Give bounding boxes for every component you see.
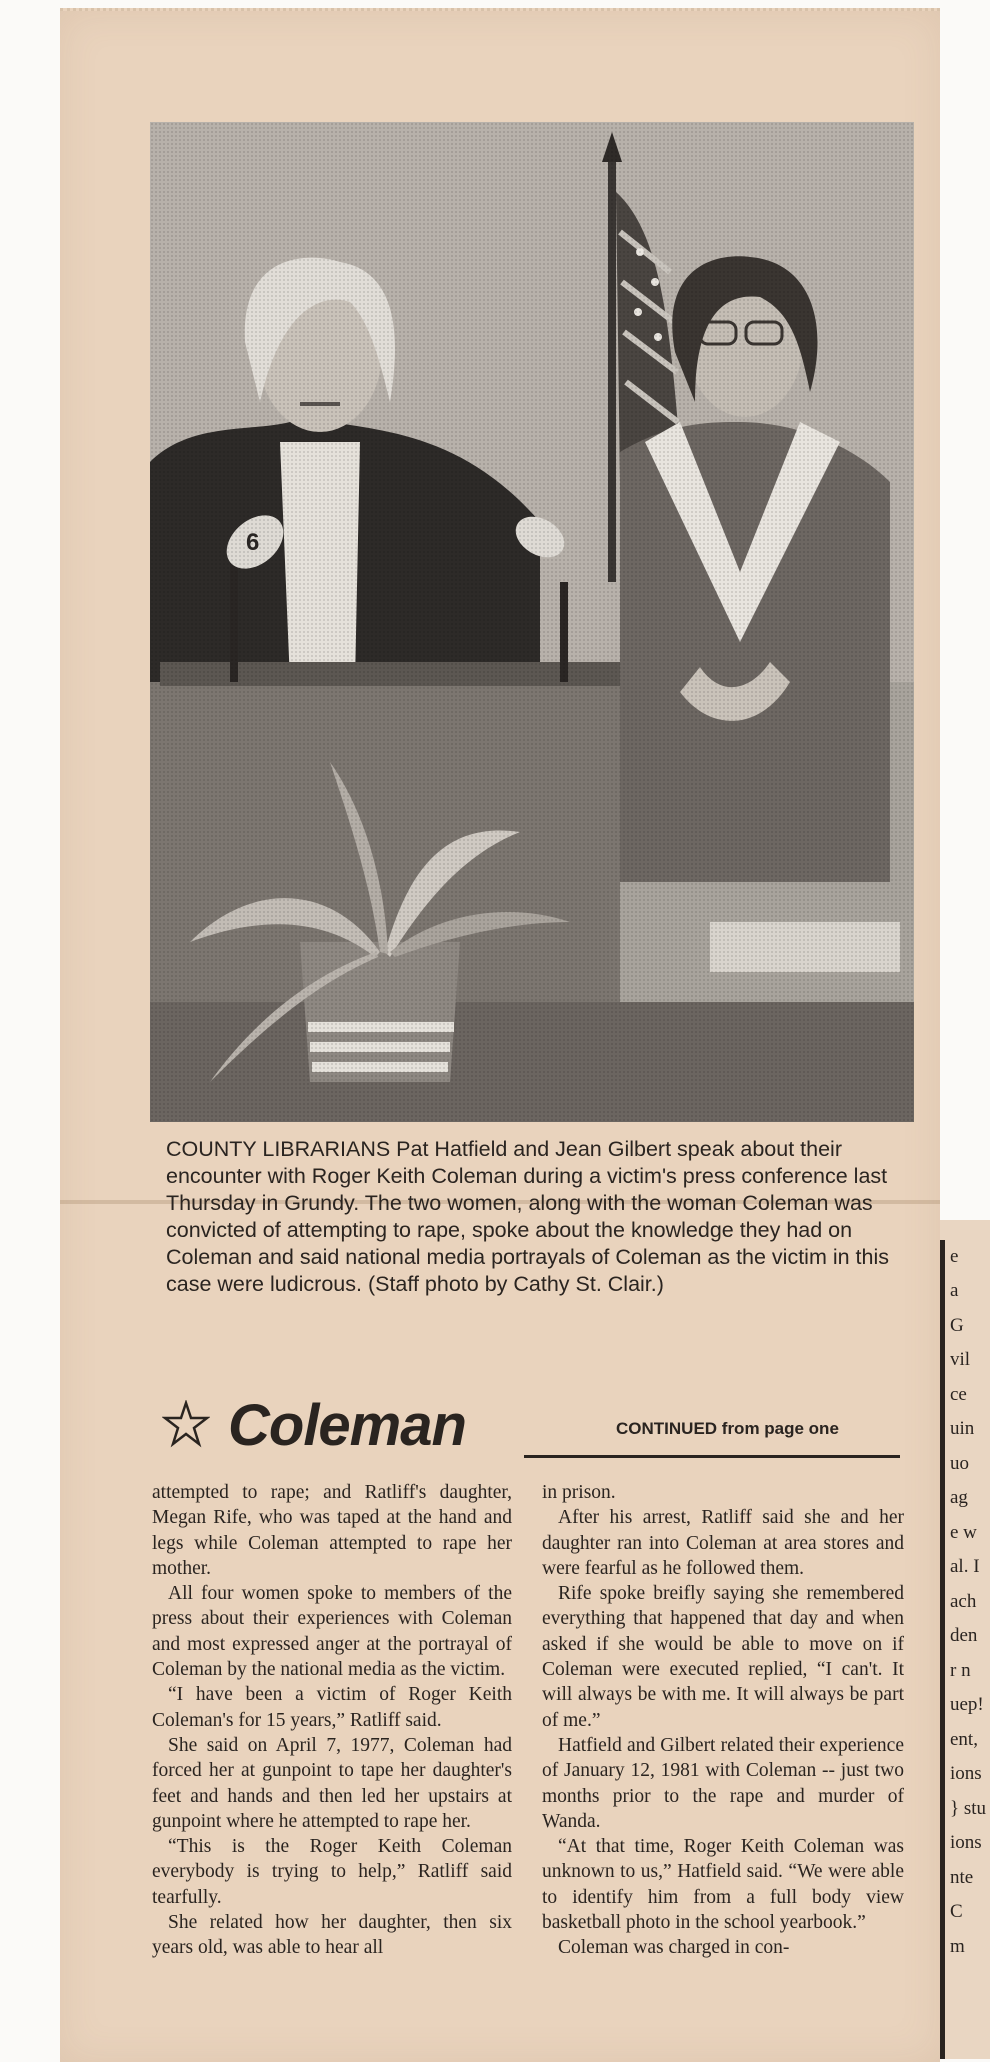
paragraph: She said on April 7, 1977, Coleman had forced her at gunpoint to tape her daughter's feet and hands and then led her upstairs at gunpoint where he attempted to rape her. [152,1734,512,1832]
edge-fragment: vil [950,1349,971,1371]
star-icon [162,1400,210,1448]
edge-fragment: } stu [950,1798,987,1819]
edge-fragment: uo [950,1453,969,1474]
paragraph: attempted to rape; and Ratliff's daughter, Megan Rife, who was taped at the hand and legs while Coleman attempted to rape her mother. [152,1482,512,1579]
paragraph: “At that time, Roger Keith Coleman was unknown to us,” Hatfield said. “We were able to identify him from a full body view basketball photo in the school yearbook.” [542,1836,904,1934]
paragraph: “I have been a victim of Roger Keith Coleman's for 15 years,” Ratliff said. [152,1684,512,1731]
adjacent-text-fragments [950,1240,990,1965]
article-column-left [152,1480,512,1961]
edge-fragment: ent, [950,1729,978,1750]
edge-fragment: nte [950,1867,974,1888]
edge-fragment: C [950,1901,963,1923]
paragraph: Hatfield and Gilbert related their experience of January 12, 1981 with Coleman -- just two months prior to the rape and murder of Wanda. [542,1734,904,1832]
edge-fragment: ce [950,1384,967,1405]
paragraph: Rife spoke breifly saying she remembered everything that happened that day and when asked if she would be able to move on if Coleman were executed replied, “I can't. It will always be with me. It will always be part of me.” [542,1583,904,1731]
edge-fragment: uep! [950,1694,984,1716]
edge-fragment: uin [950,1418,975,1440]
edge-fragment: al. I [950,1556,980,1578]
edge-fragment: ions [950,1763,982,1785]
edge-fragment: m [950,1936,965,1957]
press-conference-photo [150,122,914,1122]
paragraph: “This is the Roger Keith Coleman everybody is trying to help,” Ratliff said tearfully. [152,1836,512,1908]
edge-fragment: ions [950,1832,982,1854]
paragraph: in prison. [542,1482,616,1503]
article-heading: Coleman [228,1393,466,1458]
adjacent-column-rule [940,1240,945,2059]
edge-fragment: ach [950,1591,977,1612]
edge-fragment: ag [950,1487,968,1509]
paragraph: Coleman was charged in con- [558,1937,790,1959]
photo-caption: COUNTY LIBRARIANS Pat Hatfield and Jean Gilbert speak about their encounter with Roger Keith Coleman during a victim's press conference last Thursday in Grundy. The two women, along with the woman Coleman was convicted of attempting to rape, spoke about the knowledge they had on Coleman and said national media portrayals of Coleman as the victim in this case were ludicrous. (Staff photo by Cathy St. Clair.) [166,1137,890,1296]
continued-label: CONTINUED from page one [616,1419,839,1438]
edge-fragment: e [950,1246,959,1267]
heading-rule [524,1455,900,1458]
edge-fragment: r n [950,1660,971,1681]
paragraph: She related how her daughter, then six years old, was able to hear all [152,1912,512,1959]
edge-fragment: G [950,1315,964,1336]
photo-illustration [150,122,914,1122]
edge-fragment: a [950,1280,959,1302]
edge-fragment: den [950,1625,978,1647]
paragraph: All four women spoke to members of the press about their experiences with Coleman and most expressed anger at the portrayal of Coleman by the national media as the victim. [152,1583,512,1681]
article-column-right [542,1480,904,1961]
edge-fragment: e w [950,1522,977,1543]
paragraph: After his arrest, Ratliff said she and her daughter ran into Coleman at area stores and were fearful as he followed them. [542,1507,904,1579]
